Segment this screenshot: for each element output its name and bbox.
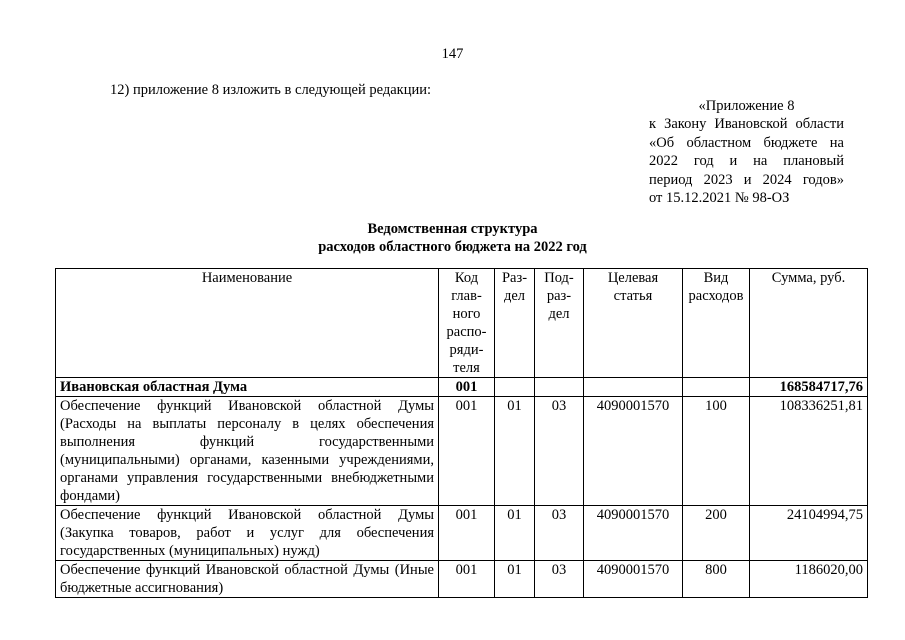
- row-amount: 24104994,75: [750, 506, 868, 561]
- row-subsection: 03: [535, 397, 584, 506]
- row-section: 01: [495, 397, 535, 506]
- row-name: Обеспечение функций Ивановской областной Думы (Расходы на выплаты персоналу в целях обеспечения выполнения функций государственными (муниципальными) органами, казенными учреждениями, органами управления государственными внебюджетными фондами): [56, 397, 439, 506]
- header-code-line: распо-: [446, 324, 487, 340]
- header-amount: Сумма, руб.: [750, 269, 868, 378]
- appendix-line-5: период 2023 и 2024 годов»: [649, 171, 844, 188]
- row-subsection: 03: [535, 561, 584, 598]
- row-expense-type: [683, 378, 750, 397]
- table-row: [56, 397, 868, 506]
- row-code: 001: [439, 378, 495, 397]
- row-expense-type: 800: [683, 561, 750, 598]
- page-number: 147: [441, 46, 464, 62]
- header-subsection-line: дел: [548, 306, 570, 322]
- header-subsection-line: Под-: [544, 270, 574, 286]
- table-row: [56, 506, 868, 561]
- header-code-line: ного: [452, 306, 481, 322]
- row-name: Обеспечение функций Ивановской областной Думы (Закупка товаров, работ и услуг для обеспечения государственных (муниципальных) нужд): [56, 506, 439, 561]
- row-expense-type: 200: [683, 506, 750, 561]
- row-section: [495, 378, 535, 397]
- row-code: 001: [439, 561, 495, 598]
- header-target-line: Целевая: [607, 270, 659, 286]
- header-code-line: Код: [454, 270, 479, 286]
- header-code-line: глав-: [451, 288, 482, 304]
- row-section: 01: [495, 561, 535, 598]
- row-code: 001: [439, 506, 495, 561]
- row-target: 4090001570: [584, 506, 683, 561]
- header-code-line: теля: [453, 360, 480, 376]
- title-line-1: Ведомственная структура: [367, 221, 538, 237]
- table-row: [56, 561, 868, 598]
- appendix-line-2: к Закону Ивановской области: [649, 116, 844, 133]
- header-target-line: статья: [613, 288, 653, 304]
- row-subsection: [535, 378, 584, 397]
- row-code: 001: [439, 397, 495, 506]
- header-expense-type-line: расходов: [688, 288, 744, 304]
- header-expense-type-line: Вид: [703, 270, 729, 286]
- appendix-line-6: от 15.12.2021 № 98-ОЗ: [649, 190, 790, 207]
- row-section: 01: [495, 506, 535, 561]
- header-subsection: [535, 269, 584, 378]
- row-name: Обеспечение функций Ивановской областной Думы (Иные бюджетные ассигнования): [56, 561, 439, 598]
- header-section-line: Раз-: [501, 270, 528, 286]
- header-expense-type: [683, 269, 750, 378]
- header-section: [495, 269, 535, 378]
- appendix-line-4: 2022 год и на плановый: [649, 153, 844, 170]
- header-code-line: ряди-: [449, 342, 484, 358]
- row-amount: 168584717,76: [750, 378, 868, 397]
- appendix-heading: [649, 97, 844, 207]
- table-row: [56, 378, 868, 397]
- row-name: Ивановская областная Дума: [56, 378, 439, 397]
- header-code: [439, 269, 495, 378]
- header-subsection-line: раз-: [546, 288, 572, 304]
- row-subsection: 03: [535, 506, 584, 561]
- row-expense-type: 100: [683, 397, 750, 506]
- row-target: 4090001570: [584, 397, 683, 506]
- row-amount: 108336251,81: [750, 397, 868, 506]
- row-target: [584, 378, 683, 397]
- appendix-line-1: «Приложение 8: [698, 98, 795, 114]
- row-amount: 1186020,00: [750, 561, 868, 598]
- table-header-row: [56, 269, 868, 378]
- budget-table: [55, 268, 868, 598]
- header-target: [584, 269, 683, 378]
- document-title: [0, 220, 905, 256]
- header-name: Наименование: [56, 269, 439, 378]
- title-line-2: расходов областного бюджета на 2022 год: [318, 239, 587, 255]
- header-section-line: дел: [503, 288, 526, 304]
- appendix-line-3: «Об областном бюджете на: [649, 134, 844, 151]
- row-target: 4090001570: [584, 561, 683, 598]
- amendment-text: 12) приложение 8 изложить в следующей редакции:: [110, 82, 432, 98]
